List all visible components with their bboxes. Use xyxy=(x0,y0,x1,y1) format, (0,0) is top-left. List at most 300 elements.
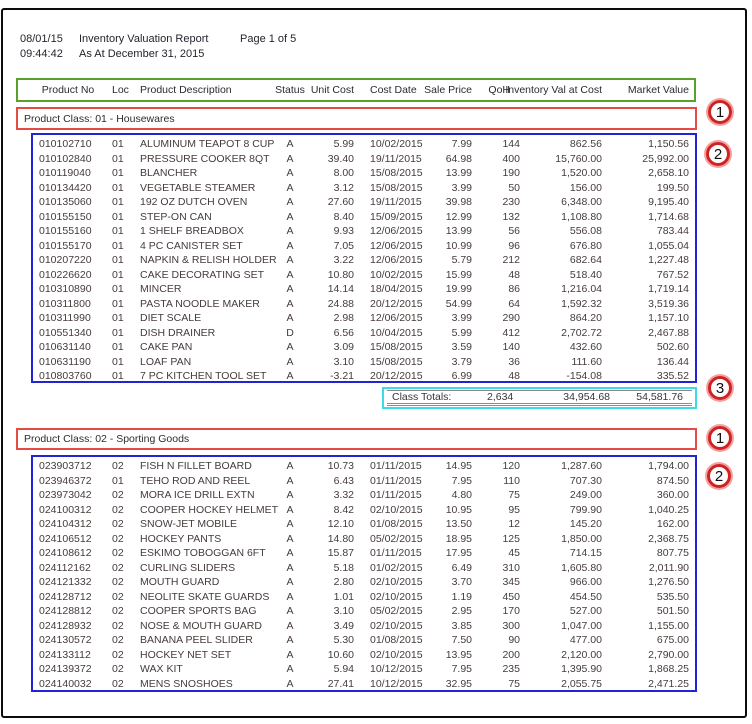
cell-market-value: 1,276.50 xyxy=(648,576,689,589)
cell-sale-price: 5.79 xyxy=(451,254,472,267)
column-header-inventory-val: Inventory Val at Cost xyxy=(505,84,602,96)
cell-status: A xyxy=(286,341,294,354)
cell-loc: 01 xyxy=(112,474,124,487)
table-row xyxy=(33,224,695,239)
column-header-cost-date: Cost Date xyxy=(370,84,417,96)
cell-inventory-val: 676.80 xyxy=(569,239,602,252)
cell-qoh: 345 xyxy=(502,576,520,589)
cell-unit-cost: 3.10 xyxy=(333,605,354,618)
cell-status: A xyxy=(286,370,294,383)
cell-market-value: 807.75 xyxy=(656,547,689,560)
annotation-callout-2-second: 2 xyxy=(707,464,731,488)
cell-loc: 01 xyxy=(112,254,124,267)
cell-loc: 01 xyxy=(112,326,124,339)
cell-loc: 02 xyxy=(112,605,124,618)
cell-inventory-val: 1,605.80 xyxy=(561,561,602,574)
table-row xyxy=(33,311,695,326)
cell-cost-date: 15/09/2015 xyxy=(370,210,423,223)
cell-inventory-val: 864.20 xyxy=(569,312,602,325)
cell-qoh: 310 xyxy=(502,561,520,574)
cell-product-description: VEGETABLE STEAMER xyxy=(140,181,256,194)
cell-status: A xyxy=(286,663,294,676)
cell-cost-date: 15/08/2015 xyxy=(370,341,423,354)
table-row xyxy=(33,326,695,341)
cell-cost-date: 02/10/2015 xyxy=(370,503,423,516)
cell-qoh: 200 xyxy=(502,648,520,661)
cell-product-no: 010551340 xyxy=(39,326,92,339)
cell-sale-price: 12.99 xyxy=(445,210,472,223)
cell-product-description: MINCER xyxy=(140,283,182,296)
cell-unit-cost: 27.60 xyxy=(327,196,354,209)
cell-loc: 01 xyxy=(112,225,124,238)
cell-qoh: 12 xyxy=(508,518,520,531)
table-row xyxy=(33,474,695,489)
cell-product-no: 010155170 xyxy=(39,239,92,252)
cell-qoh: 95 xyxy=(508,503,520,516)
cell-product-no: 023903712 xyxy=(39,460,92,473)
cell-unit-cost: 3.49 xyxy=(333,619,354,632)
column-header-market-value: Market Value xyxy=(627,84,689,96)
cell-unit-cost: 3.10 xyxy=(333,355,354,368)
cell-status: A xyxy=(286,605,294,618)
column-header-sale-price: Sale Price xyxy=(424,84,472,96)
cell-unit-cost: 39.40 xyxy=(327,152,354,165)
cell-sale-price: 13.50 xyxy=(445,518,472,531)
cell-status: A xyxy=(286,297,294,310)
class-totals-inventory-val: 34,954.68 xyxy=(563,391,610,403)
cell-sale-price: 3.79 xyxy=(451,355,472,368)
cell-product-description: PRESSURE COOKER 8QT xyxy=(140,152,270,165)
cell-loc: 01 xyxy=(112,196,124,209)
table-row xyxy=(33,517,695,532)
cell-loc: 02 xyxy=(112,590,124,603)
cell-loc: 01 xyxy=(112,370,124,383)
cell-product-no: 010207220 xyxy=(39,254,92,267)
cell-sale-price: 54.99 xyxy=(445,297,472,310)
cell-qoh: 64 xyxy=(508,297,520,310)
cell-inventory-val: 2,055.75 xyxy=(561,677,602,690)
product-class-header-sporting-goods xyxy=(16,428,697,450)
cell-sale-price: 64.98 xyxy=(445,152,472,165)
cell-market-value: 162.00 xyxy=(656,518,689,531)
cell-loc: 02 xyxy=(112,648,124,661)
cell-product-no: 010155150 xyxy=(39,210,92,223)
cell-unit-cost: 9.93 xyxy=(333,225,354,238)
cell-cost-date: 20/12/2015 xyxy=(370,297,423,310)
cell-product-no: 023946372 xyxy=(39,474,92,487)
cell-product-description: ALUMINUM TEAPOT 8 CUP xyxy=(140,138,275,151)
cell-qoh: 45 xyxy=(508,547,520,560)
cell-product-no: 024121332 xyxy=(39,576,92,589)
cell-cost-date: 01/08/2015 xyxy=(370,518,423,531)
cell-product-no: 010631140 xyxy=(39,341,91,354)
cell-product-no: 010102710 xyxy=(39,138,92,151)
cell-cost-date: 01/02/2015 xyxy=(370,561,423,574)
cell-status: A xyxy=(286,268,294,281)
table-row xyxy=(33,282,695,297)
cell-cost-date: 12/06/2015 xyxy=(370,312,423,325)
cell-inventory-val: 2,702.72 xyxy=(561,326,602,339)
table-row xyxy=(33,575,695,590)
cell-product-description: NEOLITE SKATE GUARDS xyxy=(140,590,270,603)
cell-sale-price: 7.50 xyxy=(451,634,472,647)
cell-product-description: MOUTH GUARD xyxy=(140,576,220,589)
cell-inventory-val: 1,108.80 xyxy=(561,210,602,223)
cell-cost-date: 01/11/2015 xyxy=(370,460,422,473)
cell-loc: 02 xyxy=(112,460,124,473)
table-rows-housewares xyxy=(33,137,695,384)
cell-cost-date: 10/02/2015 xyxy=(370,268,423,281)
cell-cost-date: 02/10/2015 xyxy=(370,576,423,589)
cell-sale-price: 1.19 xyxy=(451,590,472,603)
cell-cost-date: 02/10/2015 xyxy=(370,619,423,632)
cell-market-value: 9,195.40 xyxy=(648,196,689,209)
cell-cost-date: 01/11/2015 xyxy=(370,474,422,487)
cell-product-description: SNOW-JET MOBILE xyxy=(140,518,238,531)
cell-market-value: 502.60 xyxy=(656,341,689,354)
cell-status: A xyxy=(286,518,294,531)
cell-loc: 01 xyxy=(112,210,124,223)
cell-unit-cost: 6.43 xyxy=(333,474,354,487)
cell-inventory-val: 682.64 xyxy=(569,254,602,267)
table-row xyxy=(33,340,695,355)
cell-inventory-val: 2,120.00 xyxy=(561,648,602,661)
cell-product-no: 024139372 xyxy=(39,663,92,676)
cell-qoh: 132 xyxy=(502,210,520,223)
cell-unit-cost: 5.99 xyxy=(333,138,354,151)
cell-product-description: TEHO ROD AND REEL xyxy=(140,474,251,487)
cell-loc: 01 xyxy=(112,312,124,325)
cell-market-value: 874.50 xyxy=(656,474,689,487)
cell-product-description: ESKIMO TOBOGGAN 6FT xyxy=(140,547,266,560)
cell-unit-cost: 2.98 xyxy=(333,312,354,325)
cell-product-no: 010631190 xyxy=(39,355,91,368)
cell-market-value: 675.00 xyxy=(656,634,689,647)
column-header-loc: Loc xyxy=(112,84,129,96)
table-row xyxy=(33,210,695,225)
cell-inventory-val: -154.08 xyxy=(566,370,602,383)
cell-product-no: 024133112 xyxy=(39,648,91,661)
report-date: 08/01/15 xyxy=(20,33,63,45)
cell-product-no: 010311990 xyxy=(39,312,91,325)
column-header-qoh: QoH xyxy=(488,84,510,96)
cell-unit-cost: 3.22 xyxy=(333,254,354,267)
cell-product-description: DIET SCALE xyxy=(140,312,202,325)
cell-product-no: 024128932 xyxy=(39,619,92,632)
product-class-header-housewares xyxy=(16,107,697,130)
cell-cost-date: 15/08/2015 xyxy=(370,181,423,194)
table-row xyxy=(33,195,695,210)
cell-qoh: 212 xyxy=(502,254,520,267)
product-class-label: Product Class: 02 - Sporting Goods xyxy=(24,433,190,445)
cell-product-no: 010102840 xyxy=(39,152,92,165)
cell-sale-price: 7.95 xyxy=(451,474,472,487)
cell-product-description: HOCKEY PANTS xyxy=(140,532,222,545)
cell-unit-cost: 15.87 xyxy=(327,547,354,560)
table-row xyxy=(33,297,695,312)
cell-cost-date: 10/12/2015 xyxy=(370,663,423,676)
cell-loc: 02 xyxy=(112,503,124,516)
cell-status: A xyxy=(286,225,294,238)
cell-sale-price: 3.99 xyxy=(451,312,472,325)
cell-qoh: 300 xyxy=(502,619,520,632)
cell-product-description: STEP-ON CAN xyxy=(140,210,212,223)
cell-loc: 02 xyxy=(112,489,124,502)
cell-product-description: LOAF PAN xyxy=(140,355,192,368)
cell-product-description: COOPER HOCKEY HELMET xyxy=(140,503,279,516)
cell-status: A xyxy=(286,460,294,473)
cell-cost-date: 12/06/2015 xyxy=(370,254,423,267)
cell-sale-price: 32.95 xyxy=(445,677,472,690)
cell-loc: 02 xyxy=(112,663,124,676)
cell-market-value: 2,467.88 xyxy=(648,326,689,339)
annotation-callout-1: 1 xyxy=(708,100,732,124)
cell-cost-date: 19/11/2015 xyxy=(370,196,422,209)
cell-sale-price: 19.99 xyxy=(445,283,472,296)
cell-loc: 01 xyxy=(112,167,124,180)
column-header-product-no: Product No xyxy=(41,84,95,96)
cell-product-no: 010803760 xyxy=(39,370,92,383)
cell-unit-cost: 14.14 xyxy=(327,283,354,296)
cell-product-no: 024106512 xyxy=(39,532,92,545)
cell-product-description: PASTA NOODLE MAKER xyxy=(140,297,260,310)
table-row xyxy=(33,619,695,634)
cell-sale-price: 39.98 xyxy=(445,196,472,209)
cell-sale-price: 3.70 xyxy=(451,576,472,589)
cell-inventory-val: 156.00 xyxy=(569,181,602,194)
cell-status: A xyxy=(286,254,294,267)
cell-product-no: 010226620 xyxy=(39,268,92,281)
cell-inventory-val: 799.90 xyxy=(569,503,602,516)
table-row xyxy=(33,459,695,474)
cell-loc: 02 xyxy=(112,547,124,560)
cell-loc: 01 xyxy=(112,341,124,354)
cell-market-value: 1,157.10 xyxy=(648,312,689,325)
cell-product-description: WAX KIT xyxy=(140,663,183,676)
cell-sale-price: 2.95 xyxy=(451,605,472,618)
cell-status: A xyxy=(286,283,294,296)
table-row xyxy=(33,503,695,518)
cell-product-no: 010310890 xyxy=(39,283,92,296)
cell-inventory-val: 1,850.00 xyxy=(561,532,602,545)
cell-status: A xyxy=(286,239,294,252)
cell-market-value: 1,227.48 xyxy=(648,254,689,267)
cell-loc: 02 xyxy=(112,619,124,632)
cell-cost-date: 15/08/2015 xyxy=(370,355,423,368)
cell-market-value: 535.50 xyxy=(656,590,689,603)
report-time: 09:44:42 xyxy=(20,48,63,60)
cell-qoh: 90 xyxy=(508,634,520,647)
column-header-product-description: Product Description xyxy=(140,84,232,96)
cell-qoh: 290 xyxy=(502,312,520,325)
report-subtitle: As At December 31, 2015 xyxy=(79,48,205,60)
cell-market-value: 2,368.75 xyxy=(648,532,689,545)
cell-sale-price: 5.99 xyxy=(451,326,472,339)
cell-market-value: 335.52 xyxy=(656,370,689,383)
cell-sale-price: 3.99 xyxy=(451,181,472,194)
cell-product-description: CAKE DECORATING SET xyxy=(140,268,265,281)
cell-product-description: CURLING SLIDERS xyxy=(140,561,236,574)
cell-cost-date: 20/12/2015 xyxy=(370,370,423,383)
table-row xyxy=(33,355,695,370)
cell-unit-cost: 10.73 xyxy=(327,460,354,473)
cell-qoh: 235 xyxy=(502,663,520,676)
table-row xyxy=(33,648,695,663)
cell-cost-date: 02/10/2015 xyxy=(370,590,423,603)
cell-qoh: 190 xyxy=(502,167,520,180)
cell-status: A xyxy=(286,648,294,661)
cell-cost-date: 15/08/2015 xyxy=(370,167,423,180)
cell-product-description: BLANCHER xyxy=(140,167,198,180)
cell-status: A xyxy=(286,619,294,632)
cell-qoh: 56 xyxy=(508,225,520,238)
cell-qoh: 50 xyxy=(508,181,520,194)
table-rows-sporting-goods xyxy=(33,459,695,691)
cell-product-description: NAPKIN & RELISH HOLDER xyxy=(140,254,277,267)
cell-sale-price: 3.85 xyxy=(451,619,472,632)
class-totals-box xyxy=(382,387,697,409)
cell-unit-cost: 27.41 xyxy=(327,677,354,690)
cell-loc: 02 xyxy=(112,561,124,574)
column-header-unit-cost: Unit Cost xyxy=(310,84,354,96)
class-totals-qoh: 2,634 xyxy=(487,391,514,403)
class-totals-row xyxy=(387,390,692,406)
cell-sale-price: 17.95 xyxy=(445,547,472,560)
cell-inventory-val: 15,760.00 xyxy=(555,152,602,165)
cell-sale-price: 7.99 xyxy=(451,138,472,151)
cell-market-value: 1,719.14 xyxy=(648,283,689,296)
table-row xyxy=(33,268,695,283)
cell-unit-cost: 8.00 xyxy=(333,167,354,180)
cell-product-no: 024128812 xyxy=(39,605,92,618)
cell-status: A xyxy=(286,561,294,574)
cell-qoh: 412 xyxy=(502,326,520,339)
cell-status: A xyxy=(286,181,294,194)
table-row xyxy=(33,166,695,181)
cell-qoh: 36 xyxy=(508,355,520,368)
cell-sale-price: 13.99 xyxy=(445,167,472,180)
cell-market-value: 1,040.25 xyxy=(648,503,689,516)
cell-sale-price: 15.99 xyxy=(445,268,472,281)
cell-sale-price: 4.80 xyxy=(451,489,472,502)
table-row xyxy=(33,677,695,692)
cell-cost-date: 01/11/2015 xyxy=(370,547,422,560)
table-row xyxy=(33,561,695,576)
annotation-callout-1-second: 1 xyxy=(708,426,732,450)
cell-product-description: HOCKEY NET SET xyxy=(140,648,232,661)
cell-inventory-val: 145.20 xyxy=(569,518,602,531)
cell-product-description: BANANA PEEL SLIDER xyxy=(140,634,253,647)
cell-product-no: 023973042 xyxy=(39,489,92,502)
cell-qoh: 86 xyxy=(508,283,520,296)
cell-loc: 01 xyxy=(112,239,124,252)
cell-product-description: MORA ICE DRILL EXTN xyxy=(140,489,255,502)
cell-product-description: COOPER SPORTS BAG xyxy=(140,605,257,618)
cell-loc: 02 xyxy=(112,677,124,690)
cell-status: A xyxy=(286,152,294,165)
cell-loc: 01 xyxy=(112,297,124,310)
cell-sale-price: 10.95 xyxy=(445,503,472,516)
cell-cost-date: 05/02/2015 xyxy=(370,532,423,545)
cell-product-no: 010119040 xyxy=(39,167,91,180)
cell-sale-price: 10.99 xyxy=(445,239,472,252)
cell-product-no: 024100312 xyxy=(39,503,92,516)
cell-cost-date: 01/08/2015 xyxy=(370,634,423,647)
cell-qoh: 48 xyxy=(508,268,520,281)
cell-cost-date: 12/06/2015 xyxy=(370,225,423,238)
table-row xyxy=(33,532,695,547)
cell-qoh: 75 xyxy=(508,677,520,690)
cell-unit-cost: -3.21 xyxy=(330,370,354,383)
cell-inventory-val: 1,395.90 xyxy=(561,663,602,676)
cell-status: A xyxy=(286,590,294,603)
cell-sale-price: 6.99 xyxy=(451,370,472,383)
cell-inventory-val: 249.00 xyxy=(569,489,602,502)
cell-status: A xyxy=(286,547,294,560)
cell-cost-date: 02/10/2015 xyxy=(370,648,423,661)
table-row xyxy=(33,152,695,167)
table-row xyxy=(33,662,695,677)
cell-qoh: 48 xyxy=(508,370,520,383)
cell-qoh: 125 xyxy=(502,532,520,545)
cell-loc: 01 xyxy=(112,283,124,296)
cell-unit-cost: 24.88 xyxy=(327,297,354,310)
cell-unit-cost: 5.94 xyxy=(333,663,354,676)
cell-status: A xyxy=(286,355,294,368)
table-row xyxy=(33,137,695,152)
cell-product-no: 010155160 xyxy=(39,225,92,238)
page-number: Page 1 of 5 xyxy=(240,33,297,45)
product-table-sporting-goods xyxy=(31,455,697,692)
cell-product-description: MENS SNOSHOES xyxy=(140,677,233,690)
cell-qoh: 120 xyxy=(502,460,520,473)
cell-product-description: CAKE PAN xyxy=(140,341,193,354)
table-row xyxy=(33,369,695,384)
cell-unit-cost: 5.18 xyxy=(333,561,354,574)
cell-inventory-val: 1,287.60 xyxy=(561,460,602,473)
cell-market-value: 1,155.00 xyxy=(648,619,689,632)
cell-product-no: 010134420 xyxy=(39,181,92,194)
cell-inventory-val: 454.50 xyxy=(569,590,602,603)
cell-unit-cost: 8.40 xyxy=(333,210,354,223)
class-totals-label: Class Totals: xyxy=(392,391,452,403)
cell-inventory-val: 477.00 xyxy=(569,634,602,647)
cell-qoh: 96 xyxy=(508,239,520,252)
cell-market-value: 136.44 xyxy=(656,355,689,368)
table-row xyxy=(33,488,695,503)
cell-status: A xyxy=(286,167,294,180)
cell-status: A xyxy=(286,312,294,325)
cell-sale-price: 7.95 xyxy=(451,663,472,676)
cell-loc: 02 xyxy=(112,518,124,531)
cell-unit-cost: 7.05 xyxy=(333,239,354,252)
cell-status: A xyxy=(286,138,294,151)
cell-qoh: 144 xyxy=(502,138,520,151)
cell-market-value: 2,658.10 xyxy=(648,167,689,180)
table-row xyxy=(33,546,695,561)
cell-product-no: 024112162 xyxy=(39,561,91,574)
cell-cost-date: 19/11/2015 xyxy=(370,152,422,165)
cell-status: A xyxy=(286,489,294,502)
cell-cost-date: 12/06/2015 xyxy=(370,239,423,252)
cell-sale-price: 18.95 xyxy=(445,532,472,545)
cell-cost-date: 01/11/2015 xyxy=(370,489,422,502)
cell-status: A xyxy=(286,677,294,690)
cell-unit-cost: 6.56 xyxy=(333,326,354,339)
cell-product-description: NOSE & MOUTH GUARD xyxy=(140,619,262,632)
table-row xyxy=(33,633,695,648)
cell-inventory-val: 966.00 xyxy=(569,576,602,589)
